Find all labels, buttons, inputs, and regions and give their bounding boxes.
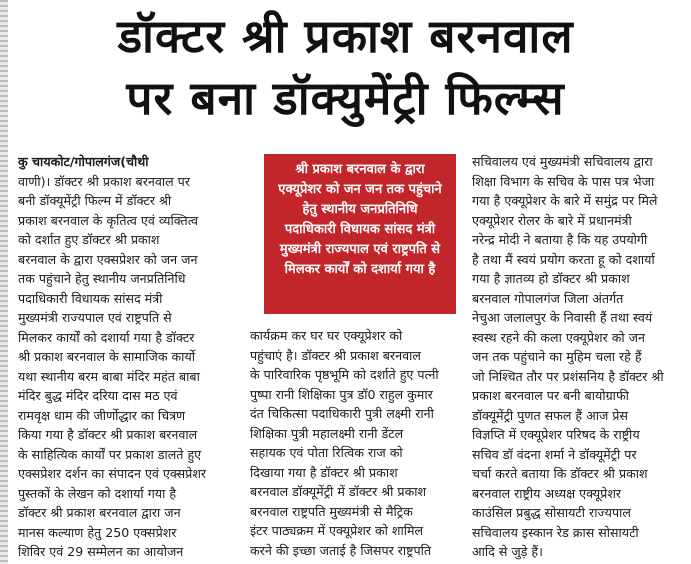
text-line: श्री प्रकाश बरनवाल के सामाजिक कार्यो (18, 349, 196, 364)
text-line: काउंसिल प्रबुद्ध सोसायटी राज्यपाल (472, 505, 631, 520)
text-line: यथा स्थानीय बरम बाबा मंदिर महंत बाबा (18, 368, 200, 384)
text-line: दिखाया गया है डॉक्टर श्री प्रकाश (250, 464, 398, 480)
dateline: कु चायकोट/गोपालगंज(चौथी (18, 154, 149, 169)
text-line: प्रकाश बरनवाल पर बनी बायोग्राफी (472, 388, 629, 403)
text-line: बरनवाल गोपालगंज जिला अंतर्गत (472, 290, 624, 306)
text-line: शिविर एवं 29 सम्मेलन का आयोजन (18, 544, 184, 559)
text-line: नरेन्द्र मोदी ने बताया है कि यह उपयोगी (472, 232, 648, 247)
text-line: एक्यूप्रेशर रोलर के बारे में प्रधानमंत्री (472, 212, 632, 228)
text-line: मानस कल्याण हेतु 250 एक्सप्रेशर (18, 524, 177, 540)
text-line: कार्यक्रम कर घर घर एक्यूप्रेशर को (250, 328, 403, 343)
text-line: विज्ञप्ति में एक्यूप्रेशर परिषद के राष्ट्रीय (472, 427, 640, 442)
text-line: आदि से जुड़े हैं। (472, 544, 543, 559)
text-line: के पारिवारिक पृष्ठभूमि को दर्शाते हुए पत्नी (250, 367, 439, 382)
text-line: वाणी)। डॉक्टर श्री प्रकाश बरनवाल पर (18, 173, 190, 189)
text-line: गया है ज्ञातव्य हो डॉक्टर श्री प्रकाश (472, 271, 630, 286)
text-line: स्वस्थ रहने की कला एक्यूप्रेशर को जन (472, 329, 646, 345)
text-line: जन तक पहुंचाने का मुहिम चला रहे हैं (472, 349, 642, 364)
text-line: करने की इच्छा जताई है जिसपर राष्ट्रपति (250, 542, 432, 558)
text-line: गया है एक्यूप्रेशर के बारे में समुंद्र पर मिले (472, 193, 658, 208)
highlight-box (264, 154, 456, 314)
text-line: बरनवाल राष्ट्रीय अध्यक्ष एक्यूप्रेशर (472, 485, 622, 501)
text-line: प्रकाश बरनवाल के कृतित्व एवं व्यक्तित्व (18, 212, 199, 228)
text-line: तक पहुंचाने हेतु स्थानीय जनप्रतिनिधि (18, 271, 186, 286)
text-line: के साहित्यिक कार्यों पर प्रकाश डालते हुए (18, 446, 202, 462)
text-line: डॉक्टर श्री प्रकाश बरनवाल द्वारा जन (18, 505, 181, 520)
text-line: मिलकर कार्यों को दशार्या गया है डॉक्टर (18, 329, 195, 345)
text-line: एक्सप्रेशर दर्शन का संपादन एवं एक्सप्रेशर (18, 466, 207, 481)
text-line: जो निश्चित तौर पर प्रशंसनिय है डॉक्टर श्री (472, 368, 664, 384)
text-line: को दर्शात हुए डॉक्टर श्री प्रकाश (18, 232, 160, 247)
text-line: मंदिर बुद्ध मंदिर दरिया दास मठ एवं (18, 388, 178, 403)
text-line: मुख्यमंत्री राज्यपाल एवं राष्ट्रपति से (18, 310, 172, 325)
text-line: शिक्षा विभाग के सचिव के पास पत्र भेजा (472, 173, 655, 189)
headline-line-1: डॉक्टर श्री प्रकाश बरनवाल (117, 9, 574, 63)
article-column-3 (472, 152, 686, 560)
text-line: नेचुआ जलालपुर के निवासी हैं तथा स्वयं (472, 310, 653, 325)
text-line: बरनवाल डॉक्यूमेंट्री में डॉक्टर श्री प्रकाश (250, 484, 427, 499)
text-line: बरनवाल राष्ट्रपति मुख्यमंत्री से मैट्रिक (250, 503, 413, 519)
article-column-2 (250, 326, 455, 560)
text-line: पहुंचाएं है। डॉक्टर श्री प्रकाश बरनवाल (250, 347, 421, 363)
text-line: पुस्तकों के लेखन को दशार्या गया है (18, 485, 177, 501)
text-line: है तथा मैं स्वयं प्रयोग करता हू को दशार्या (472, 251, 655, 267)
text-line: सचिवालय एवं मुख्यमंत्री सचिवालय द्वारा (472, 154, 653, 169)
article-column-1 (18, 152, 232, 560)
highlight-line: मुख्यमंत्री राज्यपाल एवं राष्ट्रपति से (279, 242, 441, 257)
text-line: सहायक एवं पोता रित्विक राज को (250, 445, 403, 460)
text-line: दंत चिकित्सा पदाधिकारी पुत्री लक्ष्मी रानी (250, 406, 434, 421)
text-line: पदाधिकारी विधायक सांसद मंत्री (18, 290, 163, 306)
text-line: रामवृक्ष धाम की जीर्णोद्धार का चित्रण (18, 407, 186, 423)
text-line: शिक्षिका पुत्री महालक्ष्मी रानी डेंटल (250, 425, 404, 441)
text-line: चर्चा करते बताया कि डॉक्टर श्री प्रकाश (472, 466, 648, 481)
text-line: बरनवाल के द्वारा एक्सप्रेशर को जन जन (18, 251, 198, 267)
highlight-line: श्री प्रकाश बरनवाल के द्वारा (295, 162, 425, 177)
text-line: सचिव डॉ वंदना शर्मा ने डॉक्यूमेंट्री पर (472, 446, 637, 462)
text-line: इंटर पाठ्यक्रम में एक्यूप्रेशर को शामिल (250, 523, 424, 538)
text-line: पुष्पा रानी शिक्षिका पुत्र डॉ0 राहुल कुमार (250, 386, 433, 402)
highlight-line: हेतु स्थानीय जनप्रतिनिधि (302, 202, 418, 217)
highlight-line: मिलकर कार्यों को दशार्या गया है (284, 262, 436, 277)
text-line: डॉक्यूमेंट्री पुणत सफल हैं आज प्रेस (472, 407, 628, 423)
text-line: सचिवालय इस्कान रेड क्रास सोसायटी (472, 524, 639, 540)
text-line: किया गया है डॉक्टर श्री प्रकाश बरनवाल (18, 427, 198, 442)
headline-line-2: पर बना डॉक्युमेंट्री फिल्म्स (126, 71, 565, 125)
text-line: बनी डॉक्यूमेंट्री फिल्म में डॉक्टर श्री (18, 193, 172, 208)
highlight-line: एक्यूप्रेशर को जन जन तक पहुंचाने (278, 182, 442, 197)
highlight-line: पदाधिकारी विधायक सांसद मंत्री (284, 222, 436, 237)
